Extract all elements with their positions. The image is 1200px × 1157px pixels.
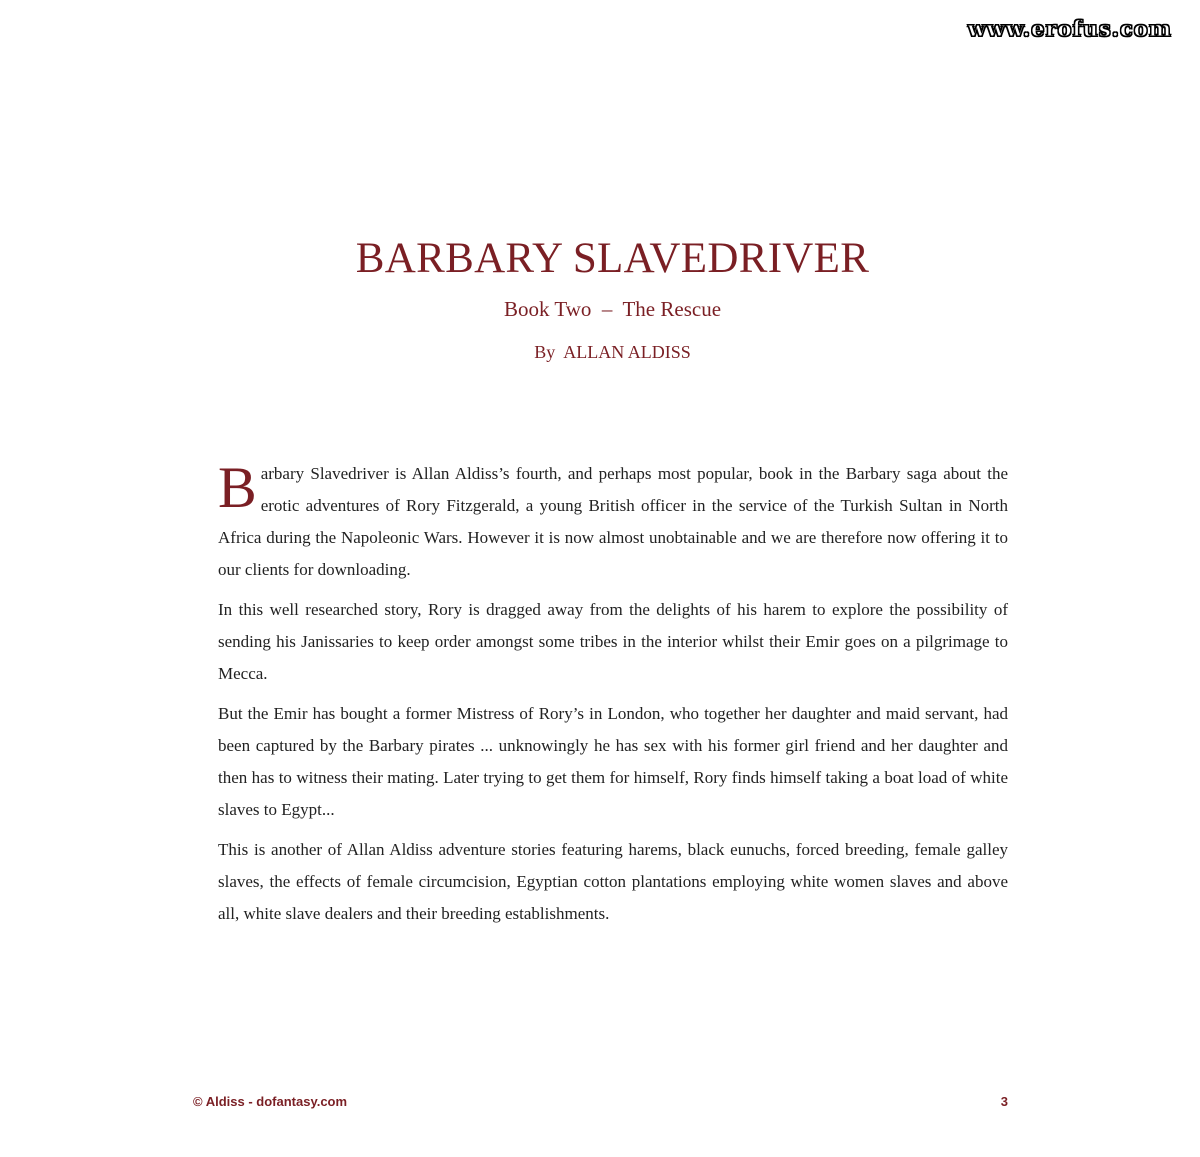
paragraph-3: But the Emir has bought a former Mistress of Rory’s in London, who together her daughter and maid servant, had been captured by the Barbary pirates ... unknowingly he has sex with his former girl friend and her daughter and then has to witness their mating. Later trying to get them for himself, Rory finds himself taking a boat load of white slaves to Egypt... [218, 704, 1008, 819]
book-description [218, 455, 1008, 938]
drop-cap: B [218, 455, 257, 520]
paragraph-4: This is another of Allan Aldiss adventure stories featuring harems, black eunuchs, forced breeding, female galley slaves, the effects of female circumcision, Egyptian cotton plantations employing white women slaves and above all, white slave dealers and their breeding establishments. [218, 840, 1008, 923]
book-title: BARBARY SLAVEDRIVER [355, 235, 870, 282]
paragraph-1-text: arbary Slavedriver is Allan Aldiss’s fourth, and perhaps most popular, book in the Barbary saga about the erotic adventures of Rory Fitzgerald, a young British officer in the service of the Turkish Sultan in North Africa during the Napoleonic Wars. However it is now almost unobtainable and we are therefore now offering it to our clients for downloading. [218, 464, 1008, 579]
site-watermark: www.erofus.com [967, 16, 1172, 41]
page-number: 3 [1000, 1094, 1008, 1109]
author-byline: By ALLAN ALDISS [534, 342, 691, 362]
paragraph-1 [218, 455, 1008, 586]
book-subtitle: Book Two – The Rescue [503, 297, 722, 321]
footer-copyright: © Aldiss - dofantasy.com [193, 1094, 348, 1109]
paragraph-2: In this well researched story, Rory is dragged away from the delights of his harem to explore the possibility of sending his Janissaries to keep order amongst some tribes in the interior whilst their Emir goes on a pilgrimage to Mecca. [218, 600, 1008, 683]
